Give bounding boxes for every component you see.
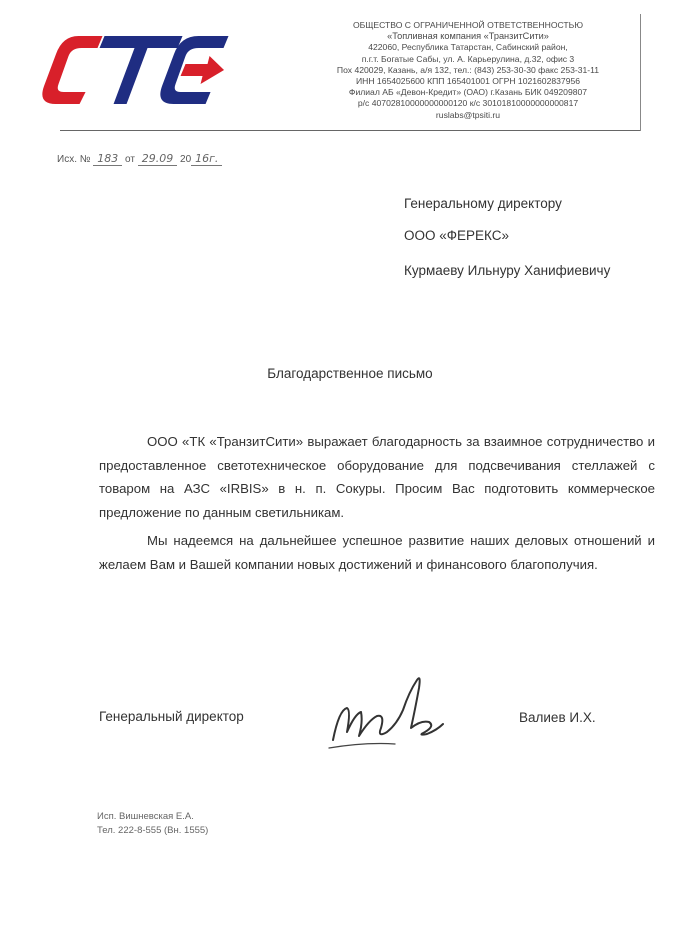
arrow-icon xyxy=(179,56,228,84)
company-line: 422060, Республика Татарстан, Сабинский район, xyxy=(368,42,568,53)
company-line: п.г.т. Богатые Сабы, ул. А. Карьерулина, д.32, офис 3 xyxy=(361,53,575,64)
addressee-position: Генеральному директору xyxy=(404,196,562,211)
addressee-name: Курмаеву Ильнуру Ханифиевичу xyxy=(404,263,611,278)
outgoing-reference xyxy=(57,152,222,166)
body-paragraph-2: Мы надеемся на дальнейшее успешное развитие наших деловых отношений и желаем Вам и Вашей компании новых достижений и финансового благополучия. xyxy=(99,533,655,572)
body-paragraph-1: ООО «ТК «ТранзитСити» выражает благодарность за взаимное сотрудничество и предоставленное светотехническое оборудование для подсвечивания стеллажей с товаром на АЗС «IRBIS» в н. п. Сокуры. Просим Вас подготовить коммерческое предложение по данным светильникам. xyxy=(99,434,655,520)
company-line: Пох 420029, Казань, а/я 132, тел.: (843) 253-30-30 факс 253-31-11 xyxy=(336,64,600,75)
outgoing-prefix: Исх. № xyxy=(57,154,91,165)
letter-title: Благодарственное письмо xyxy=(267,366,433,381)
company-line: ОБЩЕСТВО С ОГРАНИЧЕННОЙ ОТВЕТСТВЕННОСТЬЮ xyxy=(353,20,583,30)
outgoing-date: 29.09 xyxy=(138,152,178,166)
outgoing-number: 183 xyxy=(93,152,122,166)
outgoing-date-label: от xyxy=(125,154,135,165)
handwritten-signature xyxy=(325,670,460,758)
logo-letter-c xyxy=(39,36,102,104)
header-border xyxy=(640,14,641,131)
company-line: Филиал АБ «Девон-Кредит» (ОАО) г.Казань БИК 049209807 xyxy=(348,87,588,98)
header-divider xyxy=(60,130,640,131)
outgoing-year: 16г. xyxy=(191,152,222,166)
outgoing-year-prefix: 20 xyxy=(180,154,192,165)
executor-name: Исп. Вишневская Е.А. xyxy=(97,811,194,822)
addressee-company: ООО «ФЕРЕКС» xyxy=(404,228,510,243)
signatory-name: Валиев И.Х. xyxy=(519,710,596,725)
company-logo xyxy=(38,14,268,124)
company-line: р/с 40702810000000000120 к/с 30101810000000000817 xyxy=(357,98,579,109)
signatory-position: Генеральный директор xyxy=(99,709,244,724)
company-details xyxy=(312,20,624,121)
company-line: ИНН 1654025600 КПП 165401001 ОГРН 1021602837956 xyxy=(355,76,581,87)
footer-executor xyxy=(97,810,208,838)
company-email: ruslabs@tpsiti.ru xyxy=(435,109,501,120)
company-name: «Топливная компания «ТранзитСити» xyxy=(387,31,549,42)
executor-phone: Тел. 222-8-555 (Вн. 1555) xyxy=(97,825,209,836)
